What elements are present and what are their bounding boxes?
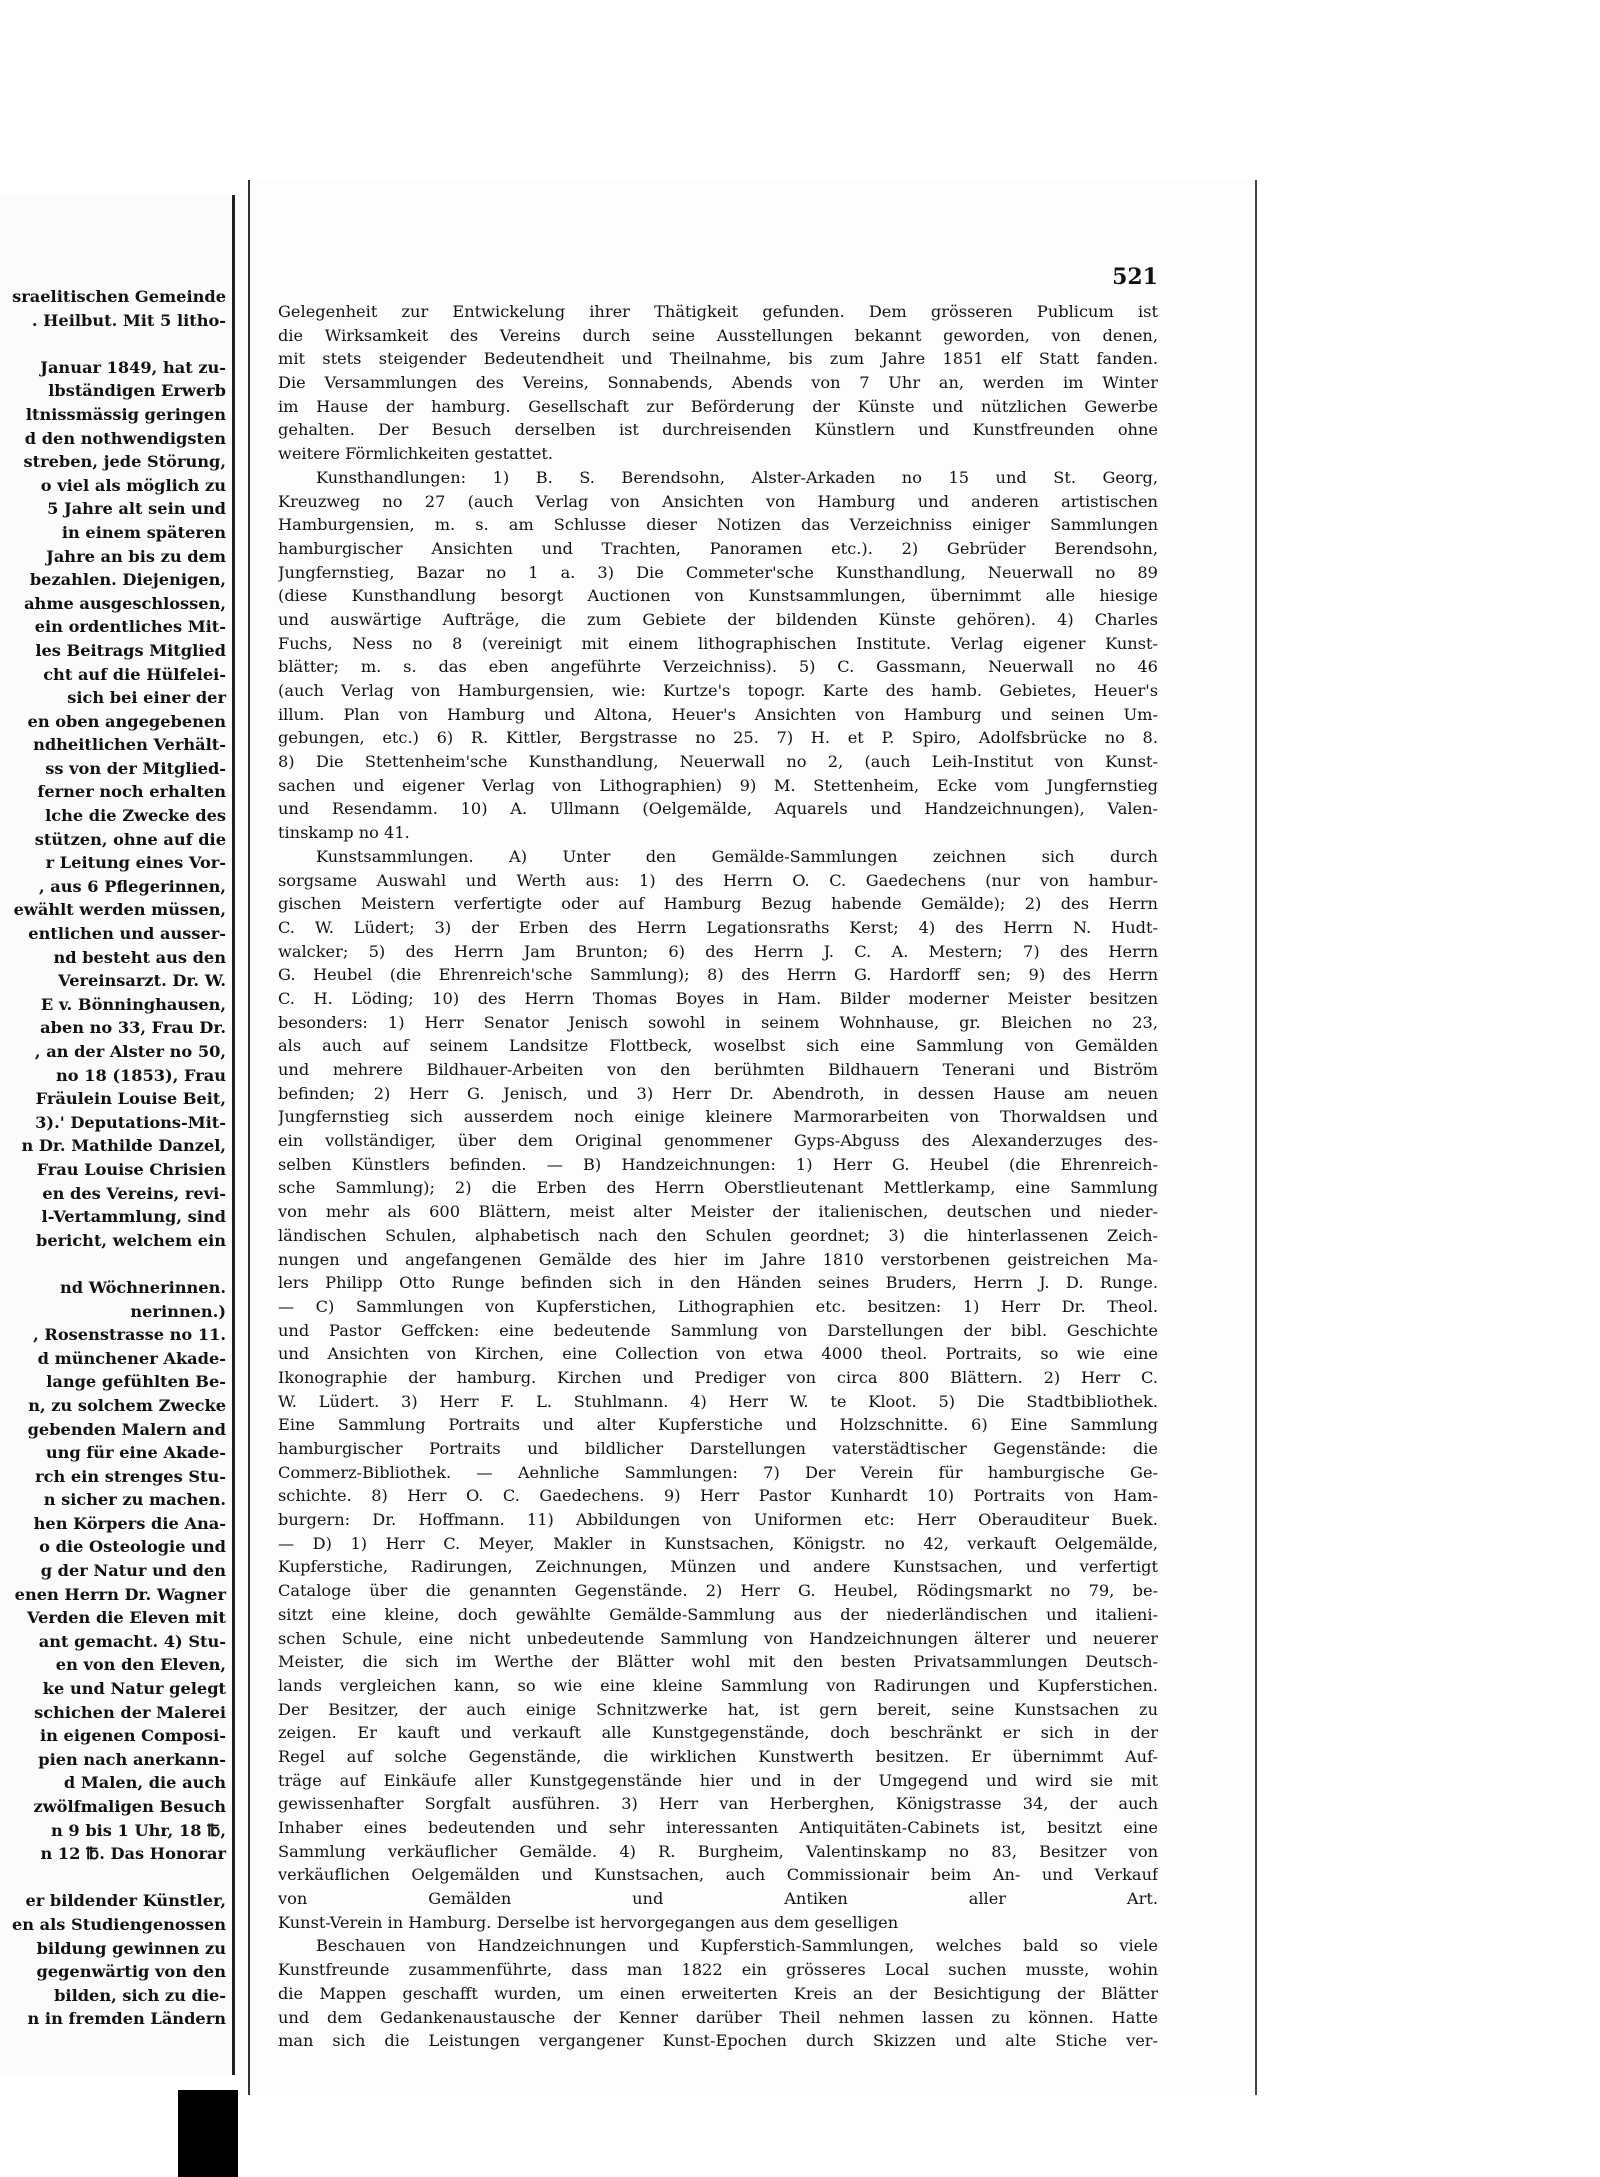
left-column-line: , aus 6 Pflegerinnen, — [39, 876, 226, 896]
text-line: weitere Förmlichkeiten gestattet. — [278, 444, 554, 464]
left-column-line: bilden, sich zu die- — [54, 1985, 226, 2005]
text-line: illum. Plan von Hamburg und Altona, Heuer's Ansichten von Hamburg und seinen Um- — [278, 704, 1158, 724]
text-line: blätter; m. s. das eben angeführte Verzeichniss). 5) C. Gassmann, Neuerwall no 46 — [278, 657, 1158, 677]
text-line: hamburgischer Portraits und bildlicher Darstellungen vaterstädtischer Gegenstände: die — [278, 1439, 1158, 1458]
left-column-line: en des Vereins, revi- — [42, 1183, 226, 1203]
text-line: und Pastor Geffcken: eine bedeutende Sammlung von Darstellungen der bibl. Geschichte — [278, 1320, 1158, 1340]
left-column-line: enen Herrn Dr. Wagner — [14, 1584, 226, 1604]
left-column-line: ss von der Mitglied- — [45, 758, 226, 778]
text-line: besonders: 1) Herr Senator Jenisch sowohl in seinem Wohnhause, gr. Bleichen no 23, — [278, 1012, 1158, 1032]
text-line: Inhaber eines bedeutenden und sehr interessanten Antiquitäten-Cabinets ist, besitzt eine — [278, 1818, 1158, 1837]
left-column-line: stützen, ohne auf die — [34, 829, 226, 849]
left-column-line — [0, 1866, 226, 1890]
left-column-line: , Rosenstrasse no 11. — [33, 1325, 226, 1345]
text-line: sachen und eigener Verlag von Lithographien) 9) M. Stettenheim, Ecke vom Jungfernstieg — [278, 775, 1158, 795]
left-column-line: pien nach anerkann- — [38, 1749, 226, 1769]
left-column-line: n, zu solchem Zwecke — [28, 1395, 226, 1415]
left-column-line: no 18 (1853), Frau — [55, 1065, 226, 1085]
left-column-line: bildung gewinnen zu — [36, 1938, 226, 1958]
text-line: Kunstfreunde zusammenführte, dass man 1822 ein grösseres Local suchen musste, wohin — [278, 1960, 1158, 1980]
text-line: schichte. 8) Herr O. C. Gaedechens. 9) Herr Pastor Kunhardt 10) Portraits von Ham- — [278, 1486, 1158, 1506]
left-column-line: ung für eine Akade- — [45, 1443, 226, 1463]
text-line: ein vollständiger, über dem Original genommener Gyps-Abguss des Alexanderzuges des- — [278, 1131, 1158, 1151]
text-line: lers Philipp Otto Runge befinden sich in den Händen seines Bruders, Herrn J. D. Runge. — [278, 1273, 1158, 1293]
left-column-line — [0, 1252, 226, 1276]
text-line: walcker; 5) des Herrn Jam Brunton; 6) des Herrn J. C. A. Mestern; 7) des Herrn — [278, 941, 1158, 961]
text-line: Kunst-Verein in Hamburg. Derselbe ist hervorgegangen aus dem geselligen — [278, 1912, 899, 1932]
text-line: Kunstsammlungen. A) Unter den Gemälde-Sammlungen zeichnen sich durch — [316, 846, 1158, 866]
text-line: und Resendamm. 10) A. Ullmann (Oelgemälde, Aquarels und Handzeichnungen), Valen- — [278, 799, 1158, 819]
left-column-line: lbständigen Erwerb — [48, 381, 226, 401]
text-line: — C) Sammlungen von Kupferstichen, Lithographien etc. besitzen: 1) Herr Dr. Theol. — [278, 1296, 1158, 1316]
left-column-line: en als Studiengenossen — [11, 1914, 226, 1934]
left-column-line: , an der Alster no 50, — [34, 1042, 226, 1061]
left-column-line: n 12 ℔. Das Honorar — [40, 1844, 226, 1864]
text-line: hamburgischer Ansichten und Trachten, Panoramen etc.). 2) Gebrüder Berendsohn, — [278, 538, 1158, 558]
text-line: (diese Kunsthandlung besorgt Auctionen von Kunstsammlungen, übernimmt alle hiesige — [278, 586, 1158, 606]
left-column-line: nd Wöchnerinnen. — [60, 1277, 226, 1297]
left-column-line: sich bei einer der — [67, 688, 226, 708]
left-page — [0, 195, 235, 2075]
left-column-line: schichen der Malerei — [34, 1702, 226, 1722]
text-line: von Gemälden und Antiken aller Art. — [278, 1889, 1158, 1909]
left-column-line: ein ordentliches Mit- — [34, 617, 226, 637]
text-line: Die Versammlungen des Vereins, Sonnabends, Abends von 7 Uhr an, werden im Winter — [278, 373, 1158, 393]
text-line: C. H. Löding; 10) des Herrn Thomas Boyes in Ham. Bilder moderner Meister besitzen — [278, 988, 1158, 1008]
text-line: Kunsthandlungen: 1) B. S. Berendsohn, Alster-Arkaden no 15 und St. Georg, — [316, 467, 1158, 487]
text-line: sorgsame Auswahl und Werth aus: 1) des Herrn O. C. Gaedechens (nur von hambur- — [278, 870, 1158, 890]
text-line: selben Künstlers befinden. — B) Handzeichnungen: 1) Herr G. Heubel (die Ehrenreich- — [278, 1154, 1158, 1174]
left-column-line: d Malen, die auch — [63, 1773, 226, 1793]
left-column-line: . Heilbut. Mit 5 litho- — [31, 310, 226, 330]
left-page-column — [0, 285, 226, 2031]
left-column-line — [0, 332, 226, 356]
left-column-line: in eigenen Composi- — [40, 1726, 226, 1746]
text-line: gischen Meistern verfertigte oder auf Hamburg Bezug habende Gemälde); 2) des Herrn — [278, 894, 1158, 914]
text-line: als auch auf seinem Landsitze Flottbeck, woselbst sich eine Sammlung von Gemälden — [278, 1036, 1158, 1056]
left-column-line: ndheitlichen Verhält- — [33, 735, 226, 755]
text-line: von mehr als 600 Blättern, meist alter Meister der italienischen, deutschen und nieder- — [278, 1202, 1158, 1222]
text-line: Hamburgensien, m. s. am Schlusse dieser Notizen das Verzeichniss einiger Sammlungen — [278, 515, 1158, 535]
text-line: zeigen. Er kauft und verkauft alle Kunstgegenstände, doch beschränkt er sich in der — [278, 1723, 1158, 1743]
left-column-line: Jahre an bis zu dem — [46, 546, 226, 566]
text-line: ländischen Schulen, alphabetisch nach den Schulen geordnet; 3) die hinterlassenen Zeich- — [278, 1225, 1158, 1245]
text-line: Kreuzweg no 27 (auch Verlag von Ansichten von Hamburg und anderen artistischen — [278, 491, 1158, 511]
left-column-line: les Beitrags Mitglied — [35, 640, 226, 660]
left-column-line: Vereinsarzt. Dr. W. — [58, 971, 226, 991]
left-column-line: o viel als möglich zu — [40, 475, 226, 495]
text-line: und mehrere Bildhauer-Arbeiten von den berühmten Bildhauern Tenerani und Biström — [278, 1060, 1158, 1079]
text-line: Jungfernstieg, Bazar no 1 a. 3) Die Commeter'sche Kunsthandlung, Neuerwall no 89 — [278, 562, 1158, 582]
left-column-line: ferner noch erhalten — [37, 782, 226, 802]
text-line: Der Besitzer, der auch einige Schnitzwerke hat, ist gern bereit, seine Kunstsachen zu — [278, 1699, 1158, 1719]
left-column-line: o die Osteologie und — [39, 1537, 226, 1557]
left-column-line: en oben angegebenen — [27, 711, 226, 731]
text-line: sche Sammlung); 2) die Erben des Herrn Oberstlieutenant Mettlerkamp, eine Sammlung — [278, 1178, 1158, 1198]
left-column-line: r Leitung eines Vor- — [45, 853, 226, 873]
left-column-line: ltnissmässig geringen — [25, 404, 226, 424]
left-column-line: cht auf die Hülfelei- — [43, 664, 226, 684]
left-column-line: d münchener Akade- — [37, 1348, 226, 1368]
left-column-line: Januar 1849, hat zu- — [40, 357, 226, 377]
right-page — [248, 180, 1257, 2095]
left-column-line: zwölfmaligen Besuch — [33, 1797, 226, 1816]
left-column-line: d den nothwendigsten — [24, 428, 226, 448]
text-line: Eine Sammlung Portraits und alter Kupferstiche und Holzschnitte. 6) Eine Sammlung — [278, 1415, 1158, 1435]
gutter-shadow — [178, 2090, 238, 2177]
text-line: man sich die Leistungen vergangener Kunst-Epochen durch Skizzen und alte Stiche ver- — [278, 2031, 1158, 2051]
left-column-line: gegenwärtig von den — [36, 1962, 226, 1982]
left-column-line: nerinnen.) — [130, 1301, 226, 1321]
text-line: nungen und angefangenen Gemälde des hier im Jahre 1810 verstorbenen geistreichen Ma- — [278, 1249, 1158, 1269]
text-line: im Hause der hamburg. Gesellschaft zur Beförderung der Künste und nützlichen Gewerbe — [278, 396, 1158, 416]
text-line: die Mappen geschafft wurden, um einen erweiterten Kreis an der Besichtigung der Blätter — [278, 1983, 1158, 2003]
left-column-line: entlichen und ausser- — [28, 924, 226, 944]
text-line: lands vergleichen kann, so wie eine kleine Sammlung von Radirungen und Kupferstichen. — [278, 1675, 1158, 1695]
left-column-line: g der Natur und den — [40, 1561, 226, 1581]
left-column-line: hen Körpers die Ana- — [33, 1513, 226, 1533]
left-column-line: n 9 bis 1 Uhr, 18 ℔, — [51, 1820, 226, 1840]
left-column-line: n sicher zu machen. — [43, 1490, 226, 1510]
left-column-line: n Dr. Mathilde Danzel, — [21, 1136, 226, 1156]
text-line: Kupferstiche, Radirungen, Zeichnungen, Münzen und andere Kunstsachen, und verfertigt — [278, 1557, 1158, 1577]
page-number: 521 — [1112, 264, 1158, 290]
text-line: gehalten. Der Besuch derselben ist durchreisenden Künstlern und Kunstfreunden ohne — [278, 420, 1158, 440]
text-line: Commerz-Bibliothek. — Aehnliche Sammlungen: 7) Der Verein für hamburgische Ge- — [278, 1462, 1158, 1482]
text-line: Gelegenheit zur Entwickelung ihrer Thätigkeit gefunden. Dem grösseren Publicum ist — [278, 302, 1158, 321]
text-line: und auswärtige Aufträge, die zum Gebiete der bildenden Künste gehören). 4) Charles — [278, 609, 1158, 629]
text-line: tinskamp no 41. — [278, 823, 410, 843]
text-line: Meister, die sich im Werthe der Blätter wohl mit den besten Privatsammlungen Deutsch- — [278, 1652, 1158, 1672]
left-column-line: bericht, welchem ein — [36, 1230, 226, 1250]
text-line: Fuchs, Ness no 8 (vereinigt mit einem lithographischen Institute. Verlag eigener Kunst- — [278, 633, 1158, 653]
left-column-line: bezahlen. Diejenigen, — [29, 570, 226, 590]
text-line: C. W. Lüdert; 3) der Erben des Herrn Legationsraths Kerst; 4) des Herrn N. Hudt- — [278, 917, 1158, 937]
text-line: 8) Die Stettenheim'sche Kunsthandlung, Neuerwall no 2, (auch Leih-Institut von Kunst- — [278, 752, 1158, 772]
text-line: (auch Verlag von Hamburgensien, wie: Kurtze's topogr. Karte des hamb. Gebietes, Heuer's — [278, 681, 1158, 700]
text-line: befinden; 2) Herr G. Jenisch, und 3) Herr Dr. Abendroth, in dessen Hause am neuen — [278, 1083, 1158, 1103]
text-line: Beschauen von Handzeichnungen und Kupferstich-Sammlungen, welches bald so viele — [316, 1936, 1158, 1956]
left-column-line: ahme ausgeschlossen, — [24, 593, 226, 613]
left-column-line: n in fremden Ländern — [27, 2009, 226, 2029]
text-line: und dem Gedankenaustausche der Kenner darüber Theil nehmen lassen zu können. Hatte — [278, 2007, 1158, 2027]
left-column-line: er bildender Künstler, — [25, 1891, 226, 1911]
left-column-line: sraelitischen Gemeinde — [12, 287, 226, 306]
text-line: schen Schule, eine nicht unbedeutende Sammlung von Handzeichnungen älterer und neuerer — [278, 1628, 1158, 1648]
left-column-line: lange gefühlten Be- — [46, 1372, 226, 1392]
left-column-line: streben, jede Störung, — [23, 452, 226, 472]
text-line: verkäuflichen Oelgemälden und Kunstsachen, auch Commissionair beim An- und Verkauf — [278, 1865, 1158, 1885]
left-column-line: 5 Jahre alt sein und — [47, 499, 226, 519]
left-column-line: E v. Bönninghausen, — [40, 994, 226, 1014]
text-line: Ikonographie der hamburg. Kirchen und Prediger von circa 800 Blättern. 2) Herr C. — [278, 1367, 1158, 1387]
text-line: und Ansichten von Kirchen, eine Collection von etwa 4000 theol. Portraits, so wie eine — [278, 1344, 1158, 1364]
left-column-line: Fräulein Louise Beit, — [35, 1089, 226, 1109]
left-column-line: Verden die Eleven mit — [27, 1608, 226, 1628]
text-line: Jungfernstieg sich ausserdem noch einige kleinere Marmorarbeiten von Thorwaldsen und — [278, 1107, 1158, 1127]
left-column-line: ke und Natur gelegt — [42, 1679, 226, 1699]
left-column-line: ant gemacht. 4) Stu- — [38, 1631, 226, 1651]
right-page-body — [278, 300, 1158, 2053]
text-line: burgern: Dr. Hoffmann. 11) Abbildungen von Uniformen etc: Herr Oberauditeur Buek. — [278, 1510, 1158, 1530]
left-column-line: lche die Zwecke des — [45, 806, 226, 826]
left-column-line: en von den Eleven, — [55, 1655, 226, 1675]
left-column-line: rch ein strenges Stu- — [35, 1466, 226, 1486]
text-line: gewissenhafter Sorgfalt ausführen. 3) Herr van Herberghen, Königstrasse 34, der auch — [278, 1794, 1158, 1814]
left-column-line: l-Vertammlung, sind — [41, 1207, 226, 1227]
text-line: die Wirksamkeit des Vereins durch seine Ausstellungen bekannt geworden, von denen, — [278, 325, 1158, 345]
left-column-line: nd besteht aus den — [53, 947, 226, 967]
text-line: Cataloge über die genannten Gegenstände. 2) Herr G. Heubel, Rödingsmarkt no 79, be- — [278, 1581, 1158, 1601]
left-column-line: in einem späteren — [61, 522, 226, 542]
left-column-line: Frau Louise Chrisien — [36, 1159, 226, 1179]
left-column-line: 3).' Deputations-Mit- — [35, 1112, 226, 1132]
text-line: Regel auf solche Gegenstände, die wirklichen Kunstwerth besitzen. Er übernimmt Auf- — [278, 1746, 1158, 1766]
left-column-line: aben no 33, Frau Dr. — [40, 1018, 226, 1038]
text-line: W. Lüdert. 3) Herr F. L. Stuhlmann. 4) Herr W. te Kloot. 5) Die Stadtbibliothek. — [278, 1391, 1158, 1411]
text-line: Sammlung verkäuflicher Gemälde. 4) R. Burgheim, Valentinskamp no 83, Besitzer von — [278, 1841, 1158, 1861]
text-line: mit stets steigender Bedeutendheit und Theilnahme, bis zum Jahre 1851 elf Statt fanden. — [278, 349, 1158, 369]
text-line: — D) 1) Herr C. Meyer, Makler in Kunstsachen, Königstr. no 42, verkauft Oelgemälde, — [278, 1533, 1158, 1553]
left-column-line: gebenden Malern and — [27, 1419, 226, 1439]
left-column-line: ewählt werden müssen, — [13, 900, 226, 920]
text-line: sitzt eine kleine, doch gewählte Gemälde-Sammlung aus der niederländischen und italieni- — [278, 1604, 1158, 1624]
text-line: gebungen, etc.) 6) R. Kittler, Bergstrasse no 25. 7) H. et P. Spiro, Adolfsbrücke no 8. — [278, 728, 1158, 748]
text-line: G. Heubel (die Ehrenreich'sche Sammlung); 8) des Herrn G. Hardorff sen; 9) des Herrn — [278, 965, 1158, 985]
text-line: träge auf Einkäufe aller Kunstgegenstände hier und in der Umgegend und wird sie mit — [278, 1770, 1158, 1790]
